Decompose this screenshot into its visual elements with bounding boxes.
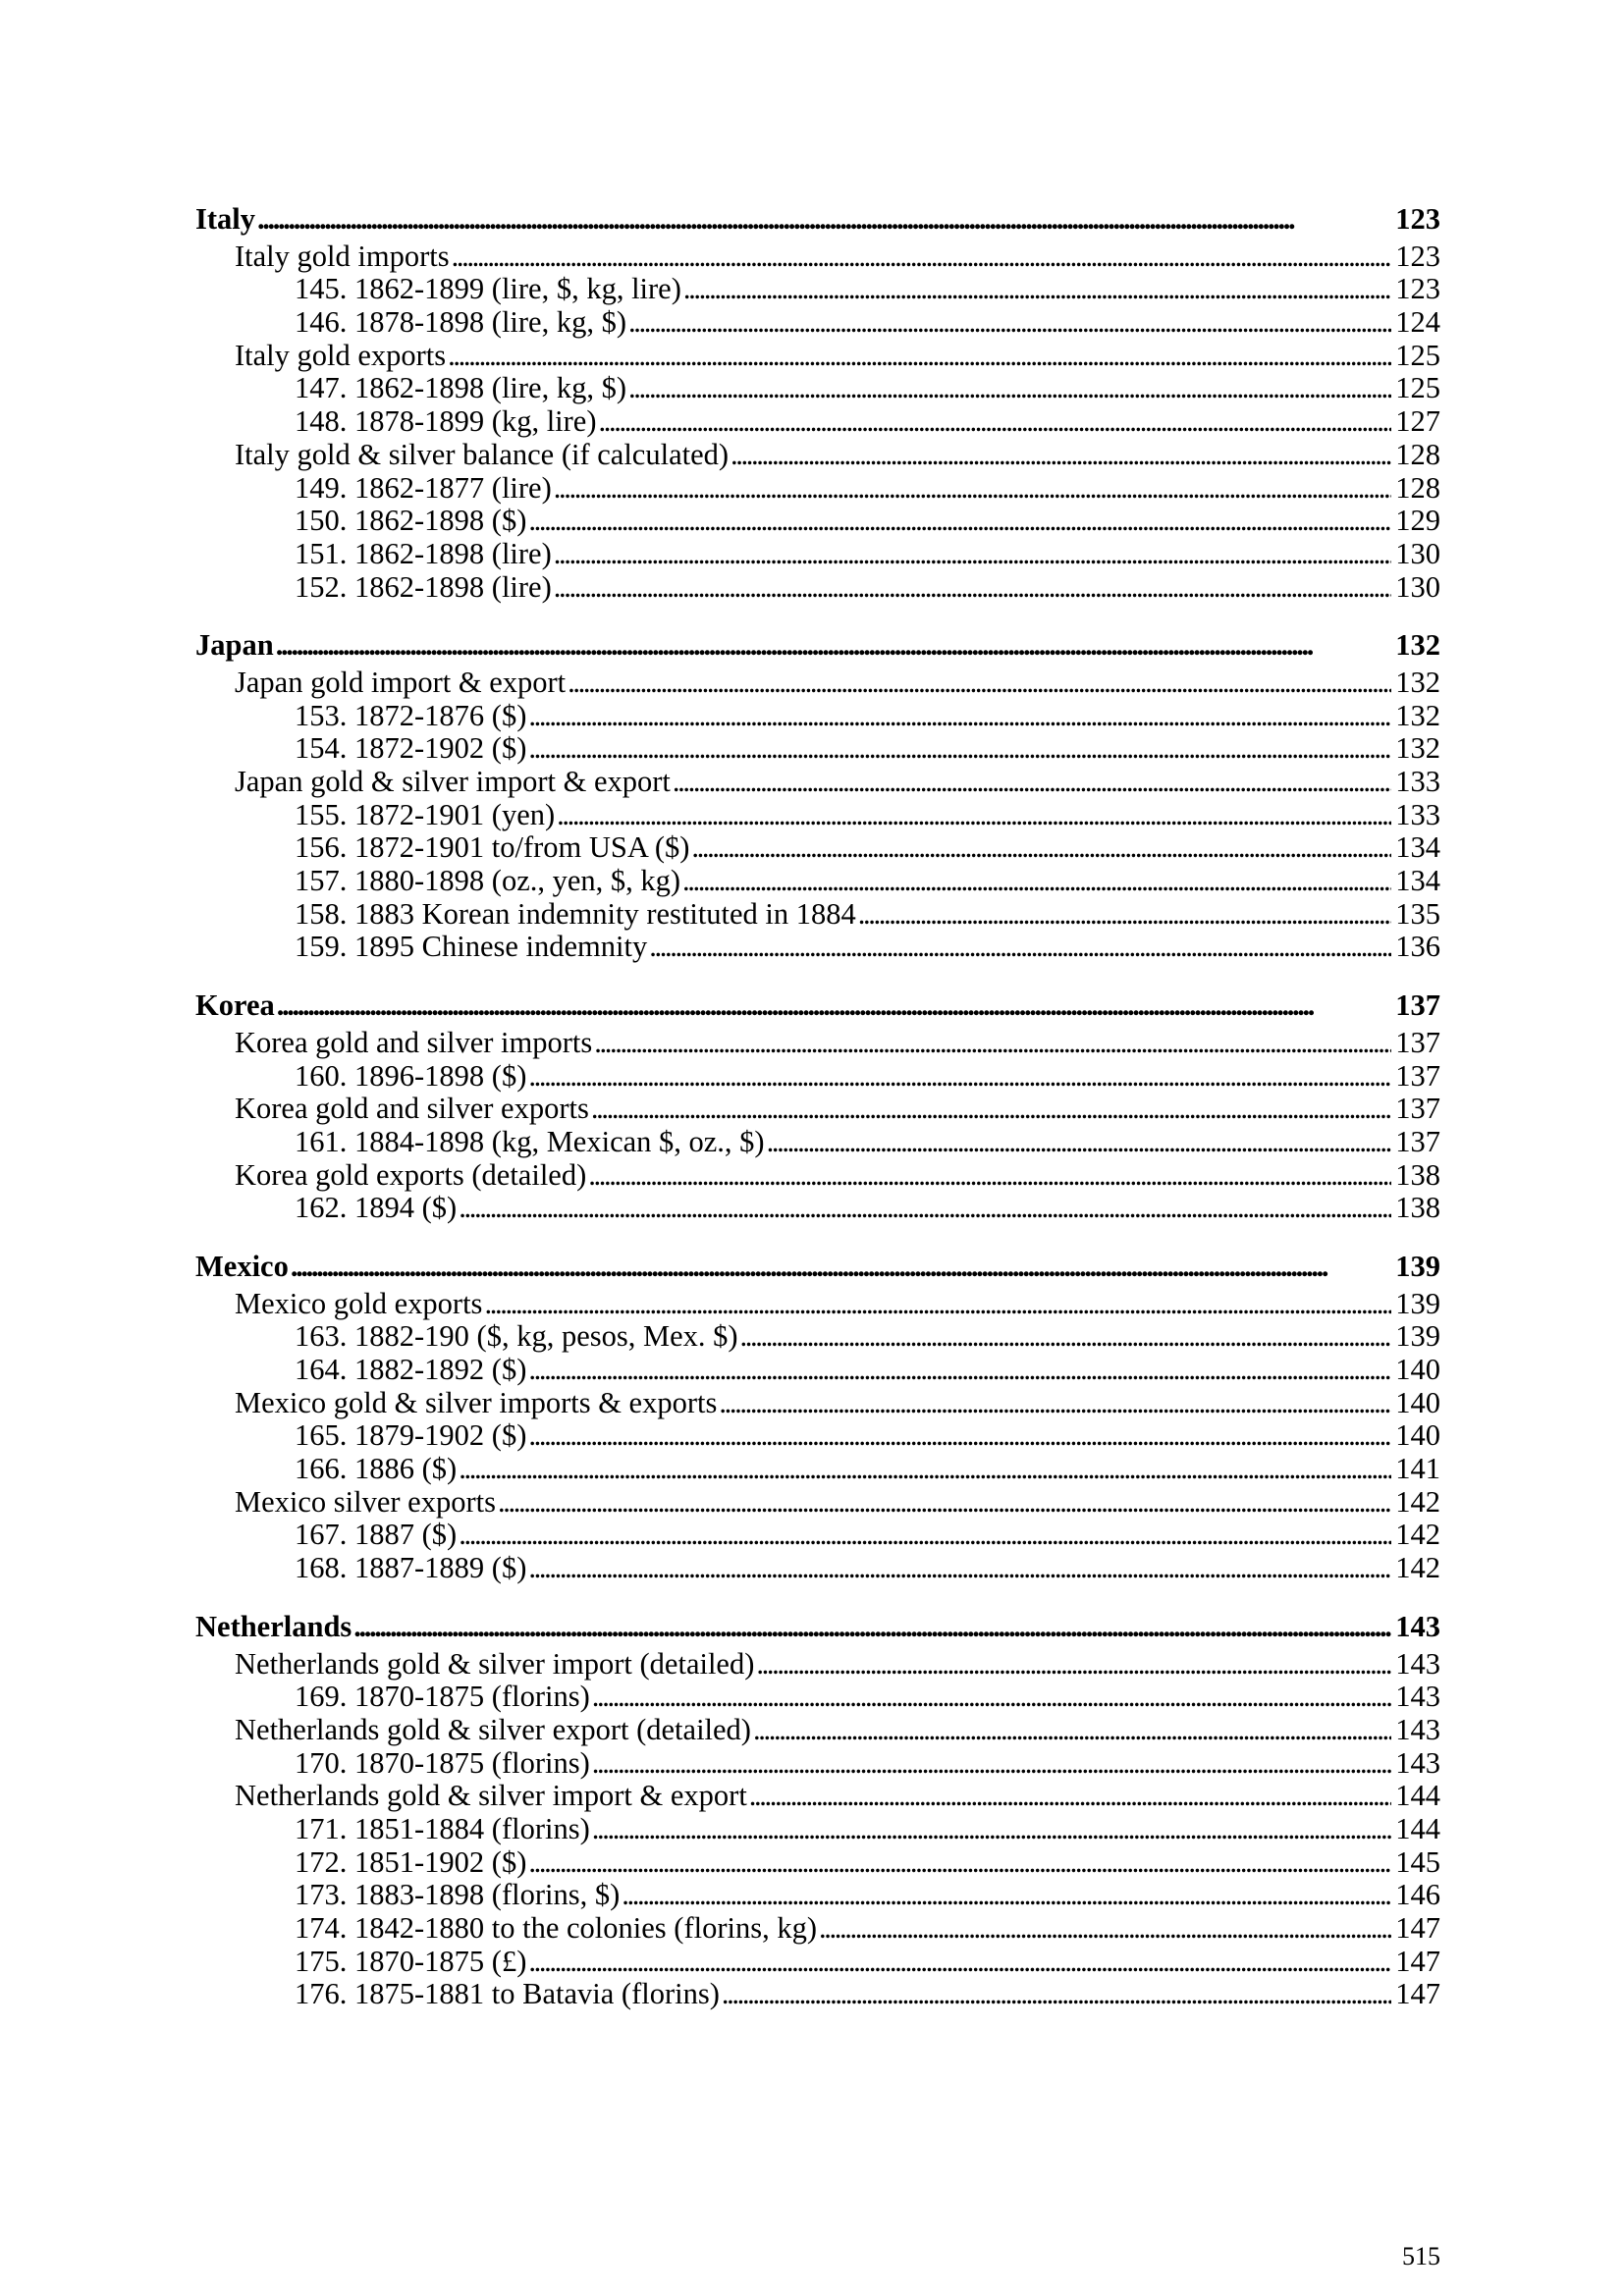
toc-entry-page: 123 — [1395, 273, 1440, 306]
toc-entry-page: 137 — [1395, 1093, 1440, 1126]
dot-leader — [448, 340, 1391, 373]
toc-subsection-entry — [195, 1093, 1440, 1126]
dot-leader — [528, 1354, 1391, 1387]
dot-leader — [591, 1093, 1391, 1126]
toc-subsection-entry — [195, 1780, 1440, 1813]
toc-entry-page: 137 — [1395, 989, 1440, 1023]
toc-entry-label: Japan gold import & export — [235, 666, 567, 699]
table-of-contents — [195, 203, 1440, 2037]
toc-entry-label: Netherlands — [195, 1610, 352, 1643]
toc-table-entry — [195, 372, 1440, 405]
toc-entry-label: 155. 1872-1901 (yen) — [295, 798, 556, 831]
toc-entry-page: 143 — [1395, 1610, 1440, 1643]
dot-leader — [554, 538, 1392, 571]
toc-entry-label: 153. 1872-1876 ($) — [295, 699, 527, 732]
toc-entry-label: Italy — [195, 203, 255, 236]
toc-entry-page: 127 — [1395, 405, 1440, 439]
toc-subsection-entry — [195, 1027, 1440, 1060]
toc-entry-page: 123 — [1395, 240, 1440, 273]
toc-section — [195, 1251, 1440, 1585]
toc-table-entry — [195, 1879, 1440, 1912]
toc-table-entry — [195, 571, 1440, 605]
toc-entry-page: 143 — [1395, 1746, 1440, 1780]
dot-leader — [749, 1780, 1391, 1813]
toc-entry-page: 147 — [1395, 1978, 1440, 2011]
toc-subsection-entry — [195, 1486, 1440, 1520]
toc-entry-page: 137 — [1395, 1059, 1440, 1093]
toc-entry-label: 175. 1870-1875 (£) — [295, 1945, 527, 1978]
dot-leader — [756, 1648, 1391, 1682]
toc-entry-label: Netherlands gold & silver import (detailed) — [235, 1647, 755, 1681]
dot-leader — [528, 1419, 1391, 1453]
toc-entry-page: 137 — [1395, 1125, 1440, 1158]
toc-entry-label: 148. 1878-1899 (kg, lire) — [295, 405, 597, 439]
toc-section-heading — [195, 989, 1440, 1023]
toc-table-entry — [195, 1519, 1440, 1552]
toc-subsection-entry — [195, 240, 1440, 274]
toc-entry-label: 157. 1880-1898 (oz., yen, $, kg) — [295, 865, 681, 898]
toc-table-entry — [195, 1946, 1440, 1979]
toc-entry-label: 173. 1883-1898 (florins, $) — [295, 1879, 621, 1912]
dot-leader — [599, 405, 1392, 439]
toc-entry-label: Mexico gold exports — [235, 1287, 483, 1320]
toc-entry-label: Mexico silver exports — [235, 1485, 496, 1519]
toc-table-entry — [195, 1846, 1440, 1880]
toc-table-entry — [195, 1912, 1440, 1946]
dot-leader — [753, 1714, 1391, 1747]
dot-leader — [592, 1747, 1392, 1781]
dot-leader — [682, 865, 1391, 898]
toc-entry-page: 143 — [1395, 1681, 1440, 1714]
dot-leader — [291, 1251, 1391, 1284]
toc-entry-page: 142 — [1395, 1519, 1440, 1552]
toc-subsection-entry — [195, 1387, 1440, 1420]
toc-entry-page: 132 — [1395, 699, 1440, 732]
toc-table-entry — [195, 732, 1440, 766]
dot-leader — [459, 1192, 1391, 1225]
toc-entry-label: 147. 1862-1898 (lire, kg, $) — [295, 372, 626, 405]
toc-entry-page: 137 — [1395, 1026, 1440, 1059]
toc-table-entry — [195, 831, 1440, 865]
toc-table-entry — [195, 306, 1440, 340]
toc-entry-page: 135 — [1395, 897, 1440, 931]
dot-leader — [594, 1027, 1391, 1060]
dot-leader — [353, 1611, 1391, 1644]
toc-table-entry — [195, 538, 1440, 571]
dot-leader — [459, 1453, 1391, 1486]
toc-entry-label: 162. 1894 ($) — [295, 1192, 458, 1225]
dot-leader — [528, 505, 1391, 538]
dot-leader — [740, 1320, 1392, 1354]
dot-leader — [528, 1060, 1391, 1094]
toc-entry-page: 144 — [1395, 1780, 1440, 1813]
dot-leader — [628, 306, 1391, 340]
dot-leader — [498, 1486, 1391, 1520]
dot-leader — [719, 1387, 1391, 1420]
toc-subsection-entry — [195, 439, 1440, 472]
toc-entry-label: 168. 1887-1889 ($) — [295, 1552, 527, 1585]
toc-entry-page: 130 — [1395, 570, 1440, 604]
toc-entry-page: 138 — [1395, 1158, 1440, 1192]
dot-leader — [683, 273, 1391, 306]
toc-table-entry — [195, 1747, 1440, 1781]
toc-entry-label: Korea gold exports (detailed) — [235, 1158, 587, 1192]
toc-entry-label: 170. 1870-1875 (florins) — [295, 1746, 590, 1780]
toc-table-entry — [195, 1813, 1440, 1846]
dot-leader — [622, 1879, 1391, 1912]
dot-leader — [592, 1813, 1392, 1846]
toc-entry-label: 164. 1882-1892 ($) — [295, 1354, 527, 1386]
toc-table-entry — [195, 273, 1440, 306]
toc-section-heading — [195, 629, 1440, 663]
toc-entry-page: 132 — [1395, 666, 1440, 699]
toc-entry-page: 140 — [1395, 1419, 1440, 1453]
dot-leader — [528, 700, 1391, 733]
toc-entry-page: 130 — [1395, 537, 1440, 570]
toc-entry-page: 140 — [1395, 1386, 1440, 1419]
dot-leader — [528, 1946, 1391, 1979]
dot-leader — [459, 1519, 1391, 1552]
toc-table-entry — [195, 1354, 1440, 1387]
toc-entry-label: 161. 1884-1898 (kg, Mexican $, oz., $) — [295, 1125, 765, 1158]
toc-entry-page: 140 — [1395, 1354, 1440, 1386]
toc-entry-page: 147 — [1395, 1945, 1440, 1978]
toc-entry-label: 154. 1872-1902 ($) — [295, 732, 527, 766]
toc-subsection-entry — [195, 667, 1440, 700]
dot-leader — [257, 203, 1391, 237]
dot-leader — [858, 898, 1391, 932]
toc-section-heading — [195, 1611, 1440, 1644]
toc-entry-label: Mexico gold & silver imports & exports — [235, 1386, 718, 1419]
toc-table-entry — [195, 1060, 1440, 1094]
toc-entry-label: 150. 1862-1898 ($) — [295, 505, 527, 538]
toc-table-entry — [195, 700, 1440, 733]
toc-entry-label: 165. 1879-1902 ($) — [295, 1419, 527, 1453]
toc-entry-page: 147 — [1395, 1912, 1440, 1945]
toc-entry-label: 166. 1886 ($) — [295, 1453, 458, 1486]
dot-leader — [528, 732, 1391, 766]
toc-entry-label: 163. 1882-190 ($, kg, pesos, Mex. $) — [295, 1320, 738, 1354]
toc-entry-label: Italy gold & silver balance (if calculated) — [235, 438, 730, 471]
toc-table-entry — [195, 1320, 1440, 1354]
dot-leader — [557, 799, 1391, 832]
toc-entry-page: 134 — [1395, 831, 1440, 865]
dot-leader — [649, 931, 1391, 964]
toc-entry-label: 160. 1896-1898 ($) — [295, 1059, 527, 1093]
dot-leader — [484, 1288, 1391, 1321]
toc-entry-page: 128 — [1395, 438, 1440, 471]
toc-subsection-entry — [195, 1648, 1440, 1682]
toc-entry-page: 125 — [1395, 339, 1440, 372]
toc-entry-page: 144 — [1395, 1812, 1440, 1845]
toc-entry-page: 145 — [1395, 1845, 1440, 1879]
toc-subsection-entry — [195, 1159, 1440, 1193]
toc-table-entry — [195, 1681, 1440, 1714]
toc-entry-page: 143 — [1395, 1713, 1440, 1746]
toc-table-entry — [195, 472, 1440, 506]
toc-table-entry — [195, 898, 1440, 932]
toc-entry-page: 134 — [1395, 865, 1440, 898]
toc-section-heading — [195, 1251, 1440, 1284]
toc-entry-label: 174. 1842-1880 to the colonies (florins, kg) — [295, 1912, 817, 1945]
toc-table-entry — [195, 505, 1440, 538]
toc-section-heading — [195, 203, 1440, 237]
toc-entry-label: Italy gold exports — [235, 339, 447, 372]
toc-entry-label: Japan — [195, 629, 274, 663]
dot-leader — [554, 472, 1392, 506]
toc-entry-label: Korea gold and silver exports — [235, 1093, 589, 1126]
toc-entry-page: 143 — [1395, 1647, 1440, 1681]
toc-subsection-entry — [195, 766, 1440, 799]
toc-entry-label: Mexico — [195, 1250, 289, 1283]
toc-table-entry — [195, 1552, 1440, 1585]
dot-leader — [673, 766, 1391, 799]
toc-section — [195, 1611, 1440, 2011]
toc-table-entry — [195, 865, 1440, 898]
dot-leader — [691, 831, 1391, 865]
dot-leader — [819, 1912, 1391, 1946]
toc-entry-label: 171. 1851-1884 (florins) — [295, 1812, 590, 1845]
toc-entry-label: 156. 1872-1901 to/from USA ($) — [295, 831, 690, 865]
toc-table-entry — [195, 799, 1440, 832]
toc-entry-label: Korea — [195, 989, 275, 1023]
toc-section — [195, 629, 1440, 964]
dot-leader — [276, 629, 1392, 663]
toc-entry-page: 123 — [1395, 203, 1440, 236]
toc-entry-label: Netherlands gold & silver export (detailed) — [235, 1713, 751, 1746]
toc-entry-page: 139 — [1395, 1287, 1440, 1320]
toc-section — [195, 203, 1440, 604]
toc-table-entry — [195, 405, 1440, 439]
page-number: 515 — [1402, 2242, 1440, 2270]
toc-entry-label: 176. 1875-1881 to Batavia (florins) — [295, 1978, 720, 2011]
toc-entry-label: 159. 1895 Chinese indemnity — [295, 931, 648, 964]
dot-leader — [452, 240, 1392, 274]
toc-entry-label: Netherlands gold & silver import & export — [235, 1780, 747, 1813]
dot-leader — [277, 989, 1392, 1023]
toc-entry-label: 169. 1870-1875 (florins) — [295, 1681, 590, 1714]
toc-entry-page: 128 — [1395, 471, 1440, 505]
toc-entry-label: Italy gold imports — [235, 240, 450, 273]
toc-entry-page: 133 — [1395, 766, 1440, 798]
toc-entry-page: 142 — [1395, 1485, 1440, 1519]
toc-entry-page: 141 — [1395, 1453, 1440, 1486]
toc-entry-label: 149. 1862-1877 (lire) — [295, 471, 552, 505]
toc-subsection-entry — [195, 1714, 1440, 1747]
toc-entry-label: 145. 1862-1899 (lire, $, kg, lire) — [295, 273, 681, 306]
toc-entry-label: 167. 1887 ($) — [295, 1519, 458, 1552]
dot-leader — [554, 571, 1392, 605]
toc-table-entry — [195, 1978, 1440, 2011]
toc-entry-label: 151. 1862-1898 (lire) — [295, 537, 552, 570]
toc-subsection-entry — [195, 340, 1440, 373]
toc-table-entry — [195, 1419, 1440, 1453]
toc-entry-page: 142 — [1395, 1552, 1440, 1585]
dot-leader — [767, 1126, 1392, 1159]
toc-entry-page: 139 — [1395, 1320, 1440, 1354]
toc-section — [195, 989, 1440, 1225]
toc-table-entry — [195, 1126, 1440, 1159]
toc-subsection-entry — [195, 1288, 1440, 1321]
toc-entry-page: 125 — [1395, 372, 1440, 405]
dot-leader — [731, 439, 1391, 472]
toc-entry-page: 132 — [1395, 629, 1440, 663]
dot-leader — [528, 1846, 1391, 1880]
toc-entry-label: 146. 1878-1898 (lire, kg, $) — [295, 306, 626, 340]
toc-entry-label: 152. 1862-1898 (lire) — [295, 570, 552, 604]
toc-entry-label: Korea gold and silver imports — [235, 1026, 593, 1059]
toc-entry-page: 139 — [1395, 1250, 1440, 1283]
toc-table-entry — [195, 1192, 1440, 1225]
toc-entry-page: 129 — [1395, 505, 1440, 538]
toc-entry-page: 124 — [1395, 306, 1440, 340]
toc-table-entry — [195, 1453, 1440, 1486]
toc-entry-label: 172. 1851-1902 ($) — [295, 1845, 527, 1879]
toc-entry-label: 158. 1883 Korean indemnity restituted in 1884 — [295, 897, 856, 931]
toc-entry-page: 136 — [1395, 931, 1440, 964]
toc-entry-page: 133 — [1395, 798, 1440, 831]
toc-entry-page: 132 — [1395, 732, 1440, 766]
dot-leader — [592, 1681, 1392, 1714]
dot-leader — [528, 1552, 1391, 1585]
toc-entry-label: Japan gold & silver import & export — [235, 766, 671, 798]
dot-leader — [628, 372, 1391, 405]
dot-leader — [722, 1978, 1391, 2011]
toc-table-entry — [195, 931, 1440, 964]
dot-leader — [568, 667, 1391, 700]
toc-entry-page: 146 — [1395, 1879, 1440, 1912]
toc-entry-page: 138 — [1395, 1192, 1440, 1225]
dot-leader — [588, 1159, 1391, 1193]
